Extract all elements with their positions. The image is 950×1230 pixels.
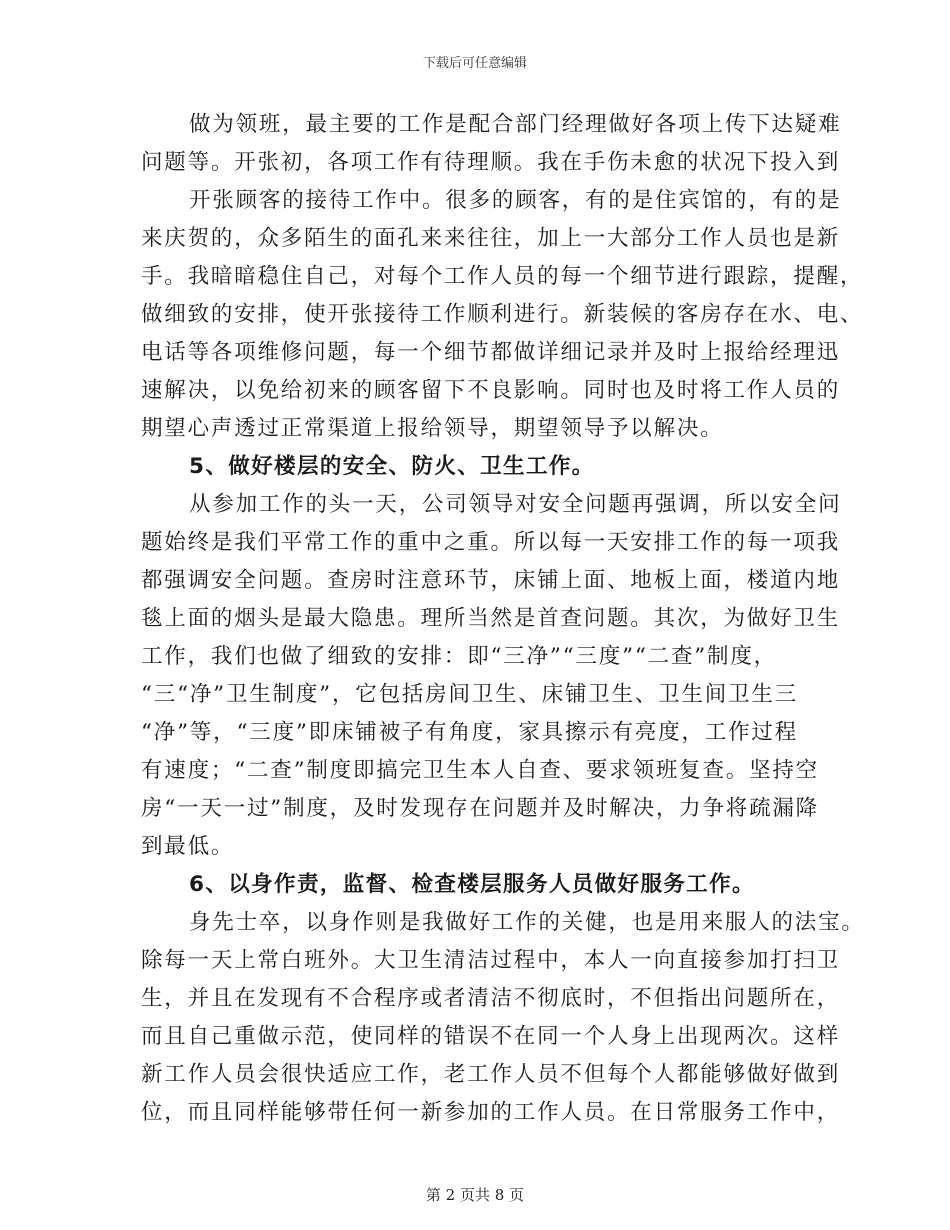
body-line: 做细致的安排，使开张接待工作顺利进行。新装候的客房存在水、电、	[141, 302, 864, 327]
body-line: 毯上面的烟头是最大隐患。理所当然是首查问题。其次，为做好卫生	[141, 606, 841, 631]
body-line: 位，而且同样能够带任何一新参加的工作人员。在日常服务工作中，	[141, 1100, 841, 1125]
body-line: 生，并且在发现有不合程序或者清洁不彻底时，不但指出问题所在，	[141, 986, 841, 1011]
body-line: 身先士卒，以身作则是我做好工作的关健，也是用来服人的法宝。	[189, 910, 865, 935]
body-line: 来庆贺的，众多陌生的面孔来来往往，加上一大部分工作人员也是新	[141, 226, 841, 251]
body-line: 工作，我们也做了细致的安排：即“三净”“三度”“二查”制度，	[141, 644, 777, 669]
body-line: 问题等。开张初，各项工作有待理顺。我在手伤未愈的状况下投入到	[141, 150, 841, 175]
section-heading-6: 6、以身作责，监督、检查楼层服务人员做好服务工作。	[189, 872, 755, 897]
body-line: 房“一天一过”制度，及时发现存在问题并及时解决，力争将疏漏降	[141, 796, 819, 821]
body-line: 期望心声透过正常渠道上报给领导，期望领导予以解决。	[141, 416, 724, 441]
body-line: 新工作人员会很快适应工作，老工作人员不但每个人都能够做好做到	[141, 1062, 841, 1087]
body-line: “净”等，“三度”即床铺被子有角度，家具擦示有亮度，工作过程	[141, 720, 798, 745]
body-line: 从参加工作的头一天，公司领导对安全问题再强调，所以安全问	[189, 492, 842, 517]
body-line: 开张顾客的接待工作中。很多的顾客，有的是住宾馆的，有的是	[189, 188, 842, 213]
body-line: 电话等各项维修问题，每一个细节都做详细记录并及时上报给经理迅	[141, 340, 841, 365]
body-line: 做为领班，最主要的工作是配合部门经理做好各项上传下达疑难	[189, 112, 842, 137]
body-line: 到最低。	[141, 834, 235, 859]
body-line: 都强调安全问题。查房时注意环节，床铺上面、地板上面，楼道内地	[141, 568, 841, 593]
page-footer: 第 2 页共 8 页	[425, 1186, 525, 1204]
body-line: 有速度；“二查”制度即搞完卫生本人自查、要求领班复查。坚持空	[141, 758, 819, 783]
body-line: 题始终是我们平常工作的重中之重。所以每一天安排工作的每一项我	[141, 530, 841, 555]
body-line: “三“净”卫生制度”，它包括房间卫生、床铺卫生、卫生间卫生三	[141, 682, 798, 707]
body-line: 速解决，以免给初来的顾客留下不良影响。同时也及时将工作人员的	[141, 378, 841, 403]
body-line: 除每一天上常白班外。大卫生清洁过程中，本人一向直接参加打扫卫	[141, 948, 841, 973]
section-heading-5: 5、做好楼层的安全、防火、卫生工作。	[189, 454, 595, 479]
body-line: 而且自己重做示范，使同样的错误不在同一个人身上出现两次。这样	[141, 1024, 841, 1049]
body-line: 手。我暗暗稳住自己，对每个工作人员的每一个细节进行跟踪，提醒，	[141, 264, 864, 289]
page-header: 下载后可任意编辑	[422, 56, 527, 71]
